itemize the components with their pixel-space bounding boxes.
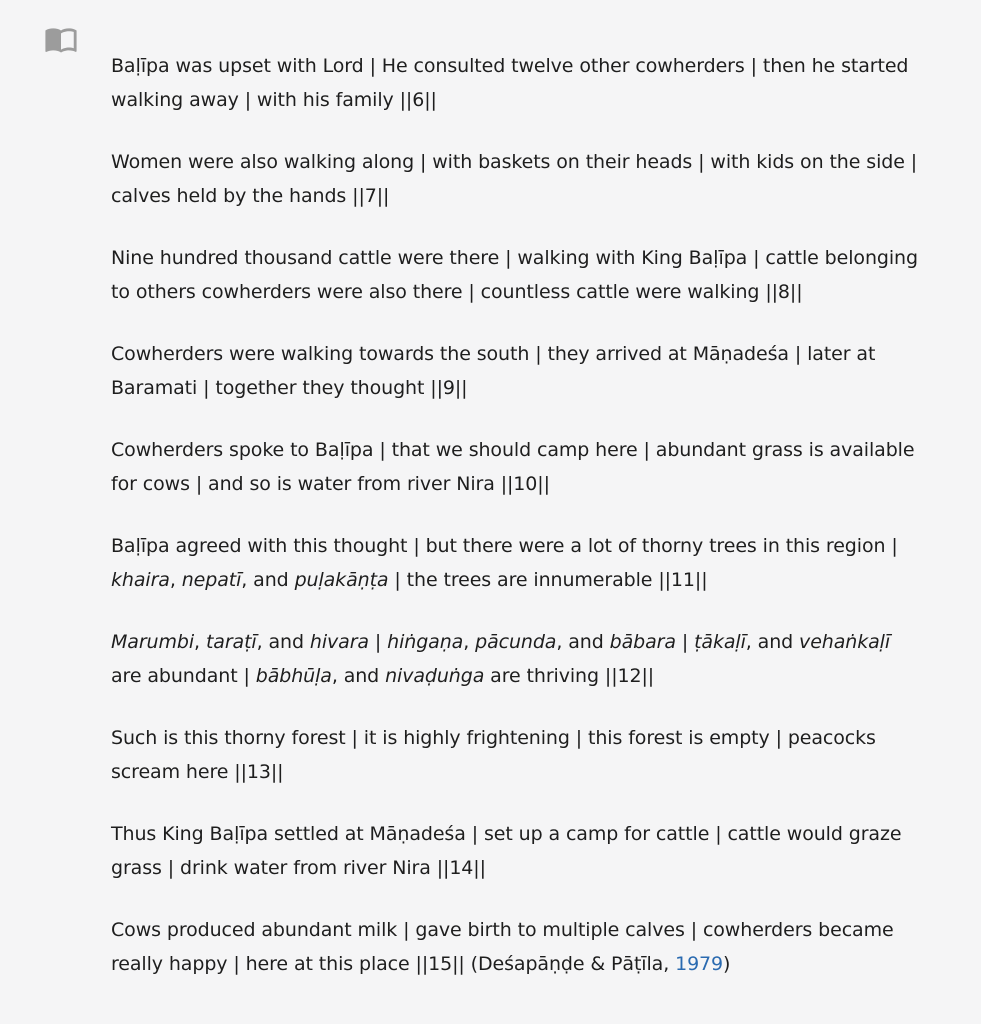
verse-paragraph-11 xyxy=(111,529,923,597)
verse-paragraph-14 xyxy=(111,817,923,885)
plant-name-italic: hiṅgaṇa xyxy=(387,631,464,653)
plant-name-italic: pācunda xyxy=(475,631,557,653)
citation-year-link[interactable]: 1979 xyxy=(675,953,724,975)
verse-paragraph-7 xyxy=(111,145,923,213)
verse-text: | xyxy=(675,631,695,653)
verse-text: , and xyxy=(745,631,800,653)
verse-text: Such is this thorny forest | it is highly frightening | this forest is empty | peacocks scream here ||13|| xyxy=(111,727,876,783)
verse-text: , and xyxy=(556,631,610,653)
verse-text: , and xyxy=(241,569,295,591)
plant-name-italic: Marumbi xyxy=(111,631,195,653)
plant-name-italic: khaira xyxy=(111,569,170,591)
plant-name-italic: nepatī xyxy=(181,569,242,591)
verse-paragraph-13 xyxy=(111,721,923,789)
verse-text: , xyxy=(169,569,182,591)
verse-text-block xyxy=(111,49,923,981)
plant-name-italic: nivaḍuṅga xyxy=(385,665,485,687)
verse-paragraph-9 xyxy=(111,337,923,405)
verse-text: , and xyxy=(331,665,386,687)
verse-text: are abundant | xyxy=(111,665,256,687)
plant-name-italic: ṭākaḷī xyxy=(694,631,746,653)
verse-paragraph-10 xyxy=(111,433,923,501)
verse-text: , and xyxy=(256,631,310,653)
plant-name-italic: puḷakāṇṭa xyxy=(294,569,389,591)
verse-text: | the trees are innumerable ||11|| xyxy=(388,569,708,591)
plant-name-italic: bābara xyxy=(609,631,676,653)
verse-text: Cowherders spoke to Baḷīpa | that we should camp here | abundant grass is available for cows | and so is water from river Nira ||10|| xyxy=(111,439,915,495)
verse-text: Baḷīpa agreed with this thought | but there were a lot of thorny trees in this region | xyxy=(111,535,898,557)
verse-text: Cows produced abundant milk | gave birth to multiple calves | cowherders became really happy | here at this place ||15|| (Deśapāṇḍe & Pāṭīla, xyxy=(111,919,894,975)
verse-text: Thus King Baḷīpa settled at Māṇadeśa | set up a camp for cattle | cattle would graze grass | drink water from river Nira ||14|| xyxy=(111,823,902,879)
plant-name-italic: taraṭī xyxy=(205,631,257,653)
verse-text: Women were also walking along | with baskets on their heads | with kids on the side | calves held by the hands ||7|| xyxy=(111,151,918,207)
verse-text: are thriving ||12|| xyxy=(484,665,655,687)
verse-paragraph-8 xyxy=(111,241,923,309)
verse-text: Nine hundred thousand cattle were there | walking with King Baḷīpa | cattle belonging to others cowherders were also there | countless cattle were walking ||8|| xyxy=(111,247,918,303)
verse-text: | xyxy=(368,631,388,653)
plant-name-italic: hivara xyxy=(309,631,369,653)
plant-name-italic: vehaṅkaḷī xyxy=(799,631,891,653)
verse-text: ) xyxy=(723,953,731,975)
verse-paragraph-12 xyxy=(111,625,923,693)
verse-text: Baḷīpa was upset with Lord | He consulted twelve other cowherders | then he started walking away | with his family ||6|| xyxy=(111,55,909,111)
verse-text: , xyxy=(463,631,476,653)
plant-name-italic: bābhūḷa xyxy=(255,665,332,687)
open-book-icon xyxy=(44,22,78,56)
verse-text: , xyxy=(194,631,206,653)
verse-paragraph-6 xyxy=(111,49,923,117)
verse-paragraph-15 xyxy=(111,913,923,981)
verse-text: Cowherders were walking towards the south | they arrived at Māṇadeśa | later at Baramati | together they thought ||9|| xyxy=(111,343,876,399)
